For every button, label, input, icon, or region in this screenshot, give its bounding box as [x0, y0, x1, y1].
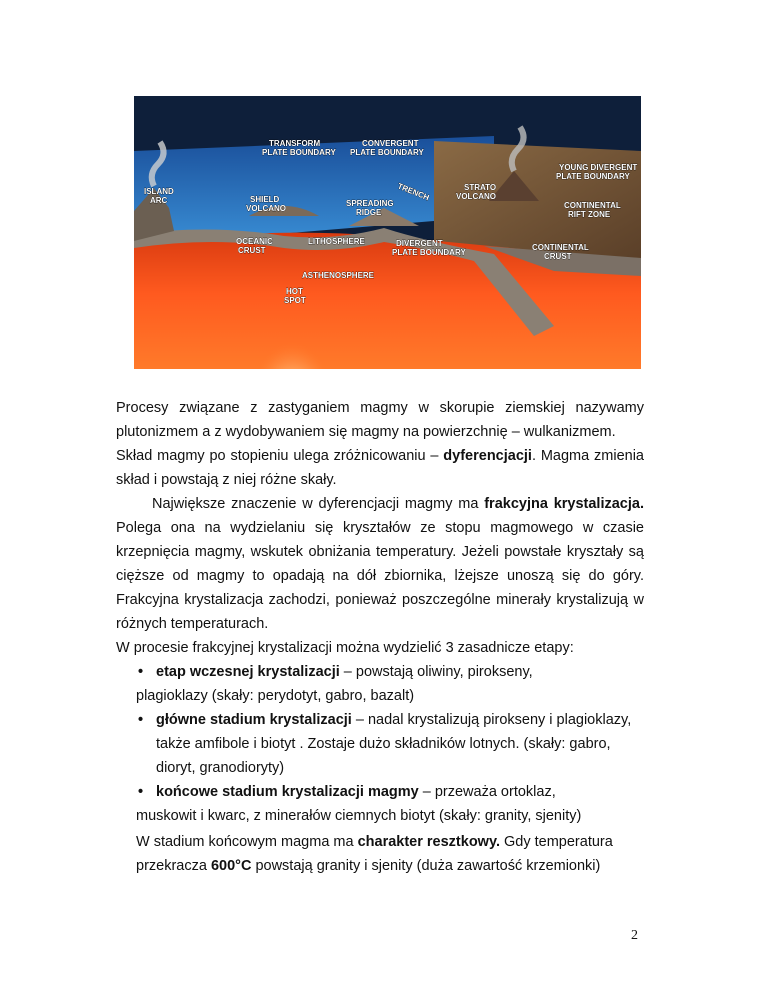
stage-continuation: plagioklazy (skały: perydotyt, gabro, bazalt) [136, 688, 415, 704]
label-island-arc: ISLAND ARC [144, 187, 174, 205]
label-convergent-boundary: CONVERGENT PLATE BOUNDARY [350, 139, 424, 157]
paragraph-stadium-koncowe-run-1: charakter resztkowy. [357, 834, 500, 850]
paragraph-dyferencjacja-run-0: Skład magmy po stopieniu ulega zróżnicowaniu – [116, 448, 444, 464]
stage-description: – nadal krystalizują pirokseny i plagioklazy, [351, 712, 632, 728]
paragraph-etapy-intro: W procesie frakcyjnej krystalizacji można wydzielić 3 zasadnicze etapy: [116, 640, 574, 656]
stage-item [116, 708, 644, 780]
label-spreading-ridge: SPREADING RIDGE [346, 199, 394, 217]
stage-item [116, 660, 644, 708]
paragraph-stadium-koncowe-run-4: powstają granity i sjenity (duża zawartość krzemionki) [251, 858, 601, 874]
label-asthenosphere: ASTHENOSPHERE [302, 271, 375, 280]
paragraph-dyferencjacja [116, 444, 644, 492]
label-continental-rift-zone: CONTINENTAL RIFT ZONE [564, 201, 621, 219]
bullet-icon: • [138, 712, 144, 728]
paragraph-plutonizm-run-0: Procesy związane z zastyganiem magmy w skorupie ziemskiej nazywamy plutonizmem a z wydobywaniem się magmy na powierzchnię – wulkanizmem. [116, 400, 644, 440]
stage-item [116, 780, 644, 828]
paragraph-frakcyjna-krystalizacja-run-1: frakcyjna krystalizacja. [484, 496, 644, 512]
label-hot-spot: HOT SPOT [284, 287, 306, 305]
plate-tectonics-figure [134, 96, 641, 369]
paragraph-stadium-koncowe [116, 830, 664, 878]
bullet-icon: • [138, 784, 144, 800]
stage-continuation: muskowit i kwarc, z minerałów ciemnych biotyt (skały: granity, sjenity) [136, 808, 582, 824]
label-continental-crust: CONTINENTAL CRUST [532, 243, 589, 261]
page-number: 2 [631, 928, 638, 943]
stage-description: – powstają oliwiny, pirokseny, [339, 664, 533, 680]
label-strato-volcano: STRATO VOLCANO [456, 183, 497, 201]
stage-continuation: także amfibole i biotyt . Zostaje dużo składników lotnych. (skały: gabro, dioryt, granodioryty) [156, 736, 611, 776]
stage-name: końcowe stadium krystalizacji magmy [156, 784, 419, 800]
paragraph-dyferencjacja-run-2: . Magma zmienia skład i powstają z niej różne skały. [116, 448, 644, 488]
stage-name: etap wczesnej krystalizacji [156, 664, 340, 680]
stage-name: główne stadium krystalizacji [156, 712, 352, 728]
krystalizacja-stages-list [116, 660, 644, 828]
label-lithosphere: LITHOSPHERE [308, 237, 365, 246]
paragraph-stadium-koncowe-run-3: 600°C [210, 858, 252, 874]
paragraph-dyferencjacja-run-1: dyferencjacji [443, 448, 532, 464]
paragraph-stadium-koncowe-run-2: Gdy temperatura przekracza [136, 834, 613, 874]
paragraph-frakcyjna-krystalizacja-run-0: Największe znaczenie w dyferencjacji magmy ma [152, 496, 485, 512]
plate-tectonics-diagram [134, 96, 641, 369]
bullet-icon: • [138, 664, 144, 680]
stage-description: – przeważa ortoklaz, [418, 784, 556, 800]
label-transform-boundary: TRANSFORM PLATE BOUNDARY [262, 139, 336, 157]
label-shield-volcano: SHIELD VOLCANO [246, 195, 286, 213]
paragraph-frakcyjna-krystalizacja-run-2: Polega ona na wydzielaniu się kryształów ze stopu magmowego w czasie krzepnięcia magmy, wskutek obniżania temperatury. Jeżeli powstałe kryształy są cięższe od magmy to opadają na dół zbiornika, lżejsze unoszą się do góry. Frakcyjna krystalizacja zachodzi, ponieważ poszczególne minerały krystalizują w różnych temperaturach. [116, 520, 644, 632]
paragraph-frakcyjna-krystalizacja [116, 492, 644, 636]
label-divergent-boundary: DIVERGENT PLATE BOUNDARY [392, 239, 466, 257]
paragraph-stadium-koncowe-run-0: W stadium końcowym magma ma [136, 834, 358, 850]
paragraph-plutonizm [116, 396, 644, 444]
label-trench: TRENCH [396, 181, 431, 203]
label-oceanic-crust: OCEANIC CRUST [236, 237, 273, 255]
label-young-divergent-boundary: YOUNG DIVERGENT PLATE BOUNDARY [556, 163, 638, 181]
